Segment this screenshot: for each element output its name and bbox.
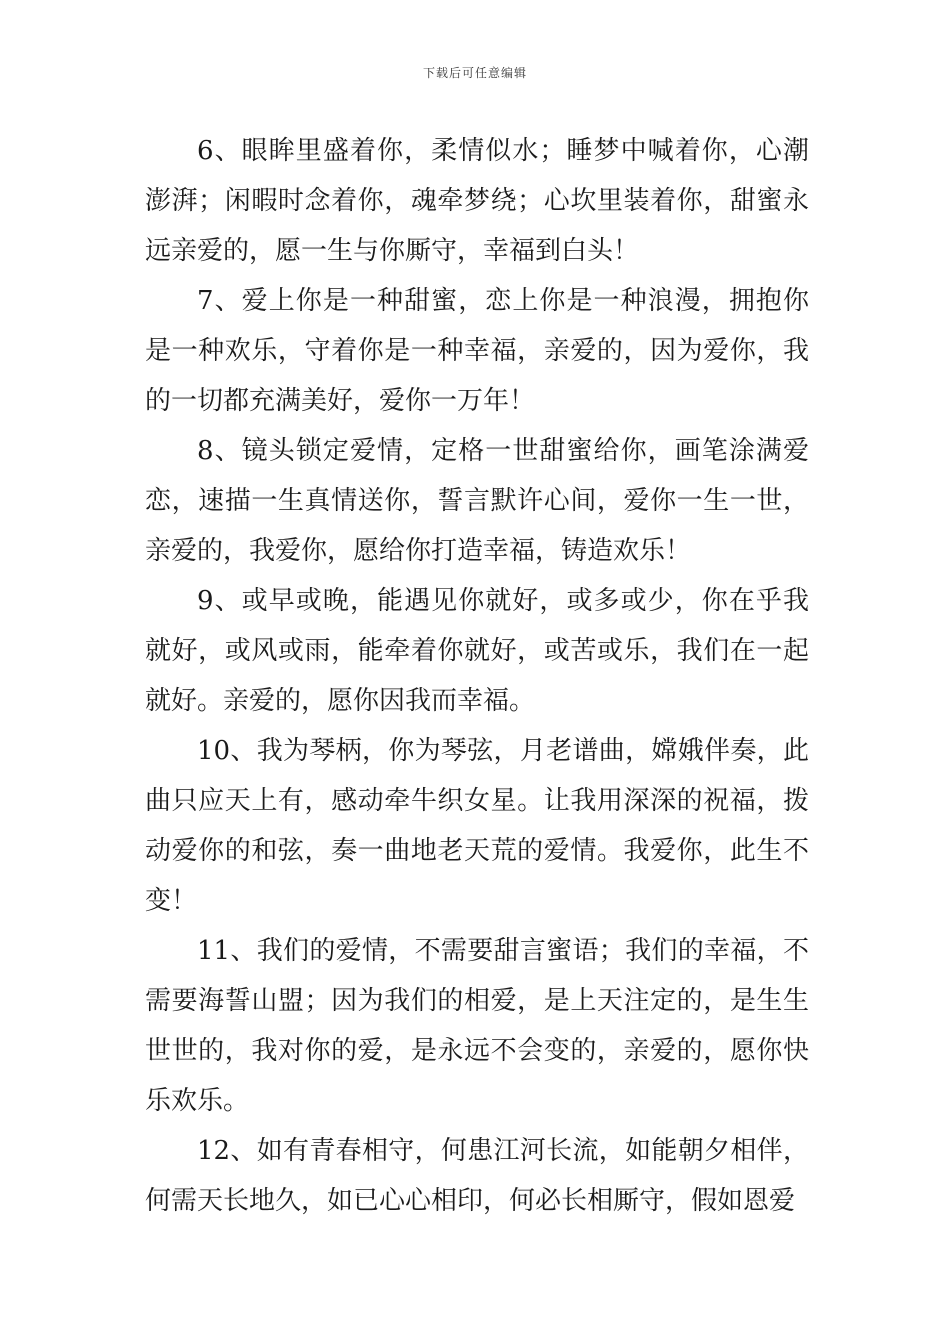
page-header: 下载后可任意编辑 xyxy=(422,66,527,80)
paragraph-11: 11、我们的爱情，不需要甜言蜜语；我们的幸福，不需要海誓山盟；因为我们的相爱，是上天注定的，是生生世世的，我对你的爱，是永远不会变的，亲爱的，愿你快乐欢乐。 xyxy=(145,936,809,1116)
paragraph-7: 7、爱上你是一种甜蜜，恋上你是一种浪漫，拥抱你是一种欢乐，守着你是一种幸福，亲爱的，因为爱你，我的一切都充满美好，爱你一万年！ xyxy=(145,286,809,416)
paragraph-12: 12、如有青春相守，何患江河长流，如能朝夕相伴，何需天长地久，如已心心相印，何必长相厮守，假如恩爱 xyxy=(145,1136,809,1216)
document-body xyxy=(145,126,809,1226)
paragraph-10: 10、我为琴柄，你为琴弦，月老谱曲，嫦娥伴奏，此曲只应天上有，感动牵牛织女星。让我用深深的祝福，拨动爱你的和弦，奏一曲地老天荒的爱情。我爱你，此生不变！ xyxy=(145,736,809,916)
paragraph-6: 6、眼眸里盛着你，柔情似水；睡梦中喊着你，心潮澎湃；闲暇时念着你，魂牵梦绕；心坎里装着你，甜蜜永远亲爱的，愿一生与你厮守，幸福到白头！ xyxy=(145,136,809,266)
paragraph-8: 8、镜头锁定爱情，定格一世甜蜜给你，画笔涂满爱恋，速描一生真情送你，誓言默许心间，爱你一生一世，亲爱的，我爱你，愿给你打造幸福，铸造欢乐！ xyxy=(145,436,809,566)
paragraph-9: 9、或早或晚，能遇见你就好，或多或少，你在乎我就好，或风或雨，能牵着你就好，或苦或乐，我们在一起就好。亲爱的，愿你因我而幸福。 xyxy=(145,586,809,716)
